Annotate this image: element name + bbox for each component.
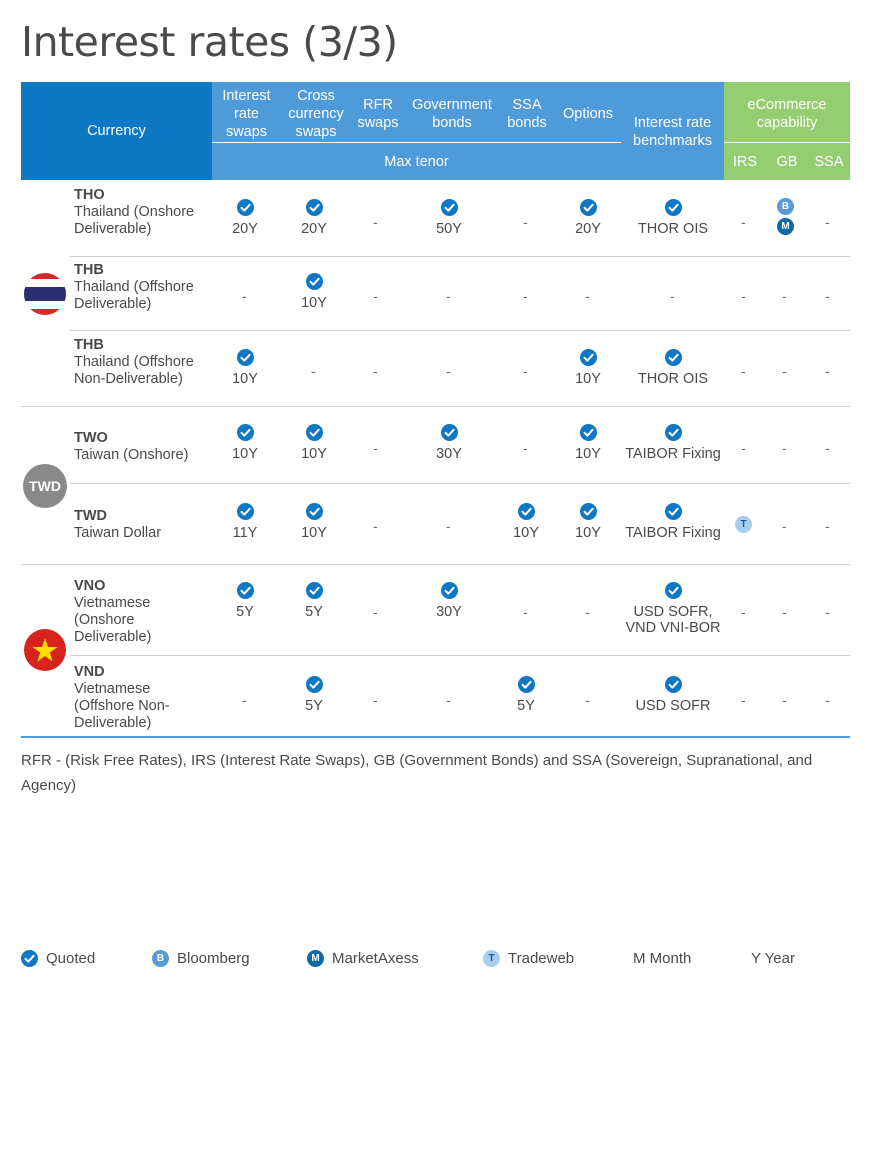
col-rfr-swaps: RFR swaps: [357, 97, 399, 131]
cell-value: 11Y: [232, 525, 258, 541]
check-icon: [306, 273, 323, 290]
empty-cell: -: [373, 363, 378, 379]
empty-cell: -: [446, 518, 451, 534]
check-icon: [306, 676, 323, 693]
empty-cell: -: [782, 288, 787, 304]
cell-value: 5Y: [517, 698, 535, 714]
col-ssa-bonds: SSA bonds: [507, 97, 547, 131]
cell-value: 10Y: [232, 446, 258, 462]
check-icon: [665, 676, 682, 693]
products-header: [212, 82, 724, 180]
cell-value: 10Y: [301, 295, 327, 311]
check-icon: [306, 199, 323, 216]
cell-value: TAIBOR Fixing: [625, 525, 721, 541]
legend-label: M Month: [633, 950, 692, 967]
empty-cell: -: [670, 288, 675, 304]
check-icon: [237, 582, 254, 599]
check-icon: [518, 503, 535, 520]
empty-cell: -: [782, 604, 787, 620]
check-icon: [665, 349, 682, 366]
check-icon: [237, 424, 254, 441]
check-icon: [518, 676, 535, 693]
empty-cell: -: [446, 288, 451, 304]
header-divider: [212, 142, 621, 143]
legend-label: Quoted: [46, 950, 96, 967]
empty-cell: -: [825, 288, 830, 304]
currency-code: VND: [74, 664, 105, 680]
currency-code: THB: [74, 262, 104, 278]
cell-value: 10Y: [232, 371, 258, 387]
empty-cell: -: [741, 214, 746, 230]
empty-cell: -: [242, 288, 247, 304]
bloomberg-icon: B: [152, 950, 169, 967]
col-interest-rate-swaps: Interest rate swaps: [222, 88, 271, 140]
page-title: Interest rates (3/3): [21, 18, 398, 66]
empty-cell: -: [825, 518, 830, 534]
table-cell-bench: [625, 349, 721, 387]
empty-cell: -: [523, 440, 528, 456]
table-cell-bench: [625, 503, 721, 541]
table-cell-ccs: [284, 503, 344, 541]
currency-code: TWD: [74, 508, 108, 524]
currency-name: Thailand (Onshore Deliverable): [74, 204, 195, 237]
legend-marketaxess: [307, 950, 419, 967]
col-interest-rate-benchmarks: Interest rate benchmarks: [633, 115, 712, 149]
table-cell-ccs: [284, 582, 344, 620]
empty-cell: -: [782, 692, 787, 708]
table-cell-gov: [419, 199, 479, 237]
empty-cell: -: [741, 440, 746, 456]
col-options: Options: [563, 106, 613, 122]
table-cell-gov: [419, 582, 479, 620]
cell-value: TAIBOR Fixing: [625, 446, 721, 462]
row-separator: [70, 330, 850, 331]
ecom-col-ssa: SSA: [814, 154, 844, 170]
legend-bloomberg: [152, 950, 250, 967]
empty-cell: -: [741, 692, 746, 708]
marketaxess-icon: M: [777, 218, 794, 235]
cell-value: 10Y: [301, 525, 327, 541]
table-cell-opt: [558, 424, 618, 462]
empty-cell: -: [373, 288, 378, 304]
row-currency-thb-d: [74, 262, 214, 313]
currency-name: Taiwan Dollar: [74, 525, 162, 541]
table-cell-irs: [215, 199, 275, 237]
cell-value: 10Y: [575, 525, 601, 541]
empty-cell: -: [825, 363, 830, 379]
currency-name: Thailand (Offshore Non-Deliverable): [74, 354, 194, 387]
legend-label: Y Year: [751, 950, 795, 967]
cell-value: USD SOFR: [635, 698, 711, 714]
empty-cell: -: [782, 440, 787, 456]
table-cell-bench: [625, 199, 721, 237]
row-separator: [70, 655, 850, 656]
check-icon: [665, 199, 682, 216]
currency-name: Thailand (Offshore Deliverable): [74, 279, 194, 312]
table-cell-irs: [215, 349, 275, 387]
cell-value: 20Y: [575, 221, 601, 237]
empty-cell: -: [446, 363, 451, 379]
check-icon: [237, 349, 254, 366]
legend-tradeweb: [483, 950, 574, 967]
check-icon: [441, 199, 458, 216]
row-currency-vno: [74, 578, 214, 646]
empty-cell: -: [825, 214, 830, 230]
cell-value: 5Y: [236, 604, 254, 620]
cell-value: 50Y: [436, 221, 462, 237]
check-icon: [21, 950, 38, 967]
cell-value: 10Y: [513, 525, 539, 541]
row-currency-vnd: [74, 664, 214, 732]
empty-cell: -: [585, 692, 590, 708]
row-currency-twd: [74, 508, 214, 542]
group-separator: [21, 406, 850, 407]
table-bottom-rule: [21, 736, 850, 738]
table-cell-irs: [215, 424, 275, 462]
vietnam-flag-icon: [23, 628, 67, 672]
thailand-flag-icon: [23, 272, 67, 316]
table-cell-ccs: [284, 199, 344, 237]
row-currency-tho: [74, 187, 214, 238]
table-cell-ssa: [496, 503, 556, 541]
cell-value: 20Y: [301, 221, 327, 237]
currency-code: TWO: [74, 430, 108, 446]
check-icon: [665, 503, 682, 520]
legend-label: Bloomberg: [177, 950, 250, 967]
empty-cell: -: [741, 288, 746, 304]
currency-code: THO: [74, 187, 105, 203]
row-separator: [70, 256, 850, 257]
legend-month: [633, 950, 691, 967]
currency-code: VNO: [74, 578, 106, 594]
table-cell-opt: [558, 349, 618, 387]
check-icon: [580, 349, 597, 366]
empty-cell: -: [523, 363, 528, 379]
table-cell-opt: [558, 503, 618, 541]
twd-currency-icon: TWD: [23, 464, 67, 508]
check-icon: [237, 199, 254, 216]
legend-label: MarketAxess: [332, 950, 419, 967]
empty-cell: -: [373, 518, 378, 534]
cell-value: THOR OIS: [637, 371, 709, 387]
ecommerce-label: eCommerce capability: [747, 97, 827, 131]
empty-cell: -: [825, 440, 830, 456]
check-icon: [580, 199, 597, 216]
check-icon: [665, 582, 682, 599]
empty-cell: -: [242, 692, 247, 708]
currency-name: Taiwan (Onshore): [74, 447, 189, 463]
table-cell-ccs: [284, 273, 344, 311]
empty-cell: -: [373, 692, 378, 708]
col-cross-currency-swaps: Cross currency swaps: [288, 88, 344, 140]
empty-cell: -: [585, 604, 590, 620]
legend-label: Tradeweb: [508, 950, 575, 967]
table-cell-irs: [215, 582, 275, 620]
table-cell-ccs: [284, 424, 344, 462]
empty-cell: -: [523, 288, 528, 304]
ecom-gb-badges: [777, 198, 794, 235]
table-cell-irs: [215, 503, 275, 541]
bloomberg-icon: B: [777, 198, 794, 215]
cell-value: 10Y: [301, 446, 327, 462]
ecom-col-irs: IRS: [732, 154, 758, 170]
currency-code: THB: [74, 337, 104, 353]
legend-quoted: [21, 950, 95, 967]
row-currency-thb-nd: [74, 337, 214, 388]
check-icon: [665, 424, 682, 441]
table-cell-bench: [625, 582, 721, 636]
tradeweb-icon: T: [735, 516, 752, 533]
table-cell-gov: [419, 424, 479, 462]
table-cell-opt: [558, 199, 618, 237]
ecommerce-header: [724, 82, 850, 180]
empty-cell: -: [825, 692, 830, 708]
table-cell-bench: [625, 424, 721, 462]
row-currency-two: [74, 430, 214, 464]
group-separator: [21, 564, 850, 565]
currency-name: Vietnamese (Onshore Deliverable): [74, 595, 152, 645]
empty-cell: -: [782, 518, 787, 534]
cell-value: 10Y: [575, 446, 601, 462]
cell-value: 20Y: [232, 221, 258, 237]
currency-name: Vietnamese (Offshore Non-Deliverable): [74, 681, 170, 731]
ecommerce-divider: [724, 142, 850, 143]
check-icon: [237, 503, 254, 520]
tradeweb-icon: T: [483, 950, 500, 967]
max-tenor-label: Max tenor: [384, 154, 449, 170]
empty-cell: -: [446, 692, 451, 708]
cell-value: 10Y: [575, 371, 601, 387]
ecom-col-gb: GB: [776, 154, 798, 170]
cell-value: 5Y: [305, 604, 323, 620]
empty-cell: -: [523, 604, 528, 620]
empty-cell: -: [741, 363, 746, 379]
check-icon: [441, 582, 458, 599]
empty-cell: -: [825, 604, 830, 620]
currency-header: Currency: [21, 82, 212, 180]
row-separator: [70, 483, 850, 484]
empty-cell: -: [373, 604, 378, 620]
footnote: RFR - (Risk Free Rates), IRS (Interest Rate Swaps), GB (Government Bonds) and SSA (Sovereign, Supranational, and Agency): [21, 752, 813, 794]
check-icon: [306, 503, 323, 520]
cell-value: THOR OIS: [637, 221, 709, 237]
cell-value: 30Y: [436, 446, 462, 462]
cell-value: 30Y: [436, 604, 462, 620]
empty-cell: -: [373, 214, 378, 230]
table-cell-ssa: [496, 676, 556, 714]
empty-cell: -: [311, 363, 316, 379]
check-icon: [306, 582, 323, 599]
check-icon: [580, 503, 597, 520]
cell-value: USD SOFR, VND VNI-BOR: [625, 604, 721, 636]
check-icon: [580, 424, 597, 441]
empty-cell: -: [373, 440, 378, 456]
cell-value: 5Y: [305, 698, 323, 714]
empty-cell: -: [523, 214, 528, 230]
table-cell-ccs: [284, 676, 344, 714]
check-icon: [441, 424, 458, 441]
marketaxess-icon: M: [307, 950, 324, 967]
check-icon: [306, 424, 323, 441]
table-header: [21, 82, 850, 180]
table-cell-bench: [625, 676, 721, 714]
col-government-bonds: Government bonds: [412, 97, 492, 131]
empty-cell: -: [741, 604, 746, 620]
empty-cell: -: [585, 288, 590, 304]
empty-cell: -: [782, 363, 787, 379]
legend-year: [751, 950, 795, 967]
